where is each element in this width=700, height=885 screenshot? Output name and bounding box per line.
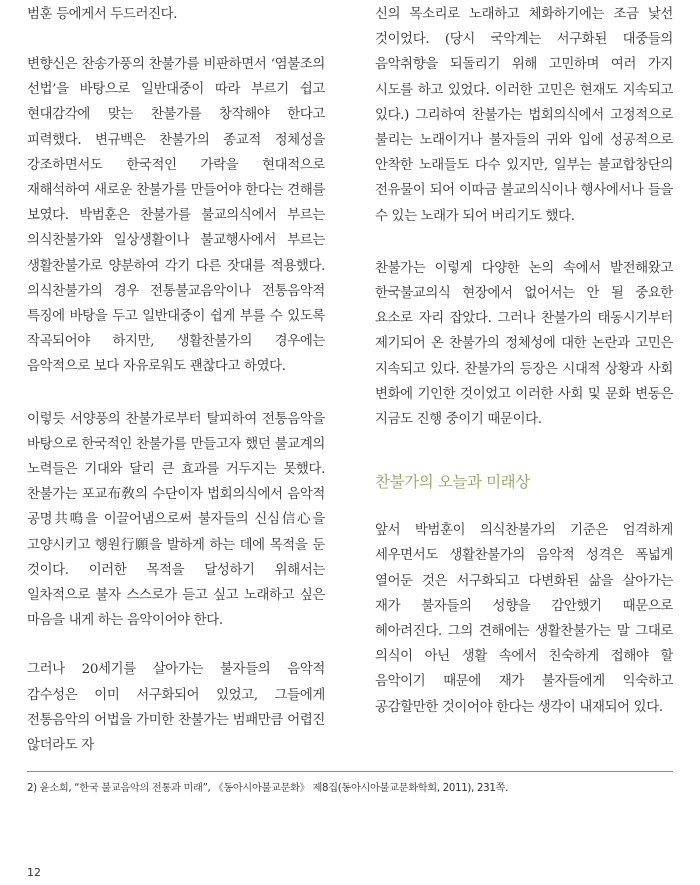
body-paragraph: 이렇듯 서양풍의 찬불가로부터 탈피하여 전통음악을 바탕으로 한국적인 찬불가를 만들고자 했던 불교계의 노력들은 기대와 달리 큰 효과를 거두지는 못했다. 찬불가는 포교布敎의 수단이자 법회의식에서 음악적 공명共鳴을 이끌어냄으로써 불자들의 신심信心을 고양시키고 행원行願을 발하게 하는 데에 목적을 둔 것이다. 이러한 목적을 달성하기 위해서는 일차적으로 불자 스스로가 듣고 싶고 노래하고 싶은 마음을 내게 하는 음악이어야 한다.: [27, 411, 325, 629]
right-column: [375, 2, 673, 720]
body-paragraph: 신의 목소리로 노래하고 체화하기에는 조금 낯선 것이었다. (당시 국악계는 서구화된 대중들의 음악취향을 되돌리기 위해 고민하며 여러 가지 시도를 하고 있었다. 이러한 고민은 현재도 지속되고 있다.) 그리하여 찬불가는 법회의식에서 고정적으로 불리는 노래이거나 불자들의 귀와 입에 성공적으로 안착한 노래들도 다수 있지만, 일부는 불교합창단의 전유물이 되어 이따금 불교의식이나 행사에서나 들을 수 있는 노래가 되어 버리기도 했다.: [375, 7, 673, 224]
section-heading: 찬불가의 오늘과 미래상: [375, 473, 530, 492]
footnote-divider: [27, 771, 673, 772]
body-paragraph: 변향신은 찬송가풍의 찬불가를 비판하면서 ‘염불조의 선법’을 바탕으로 일반대중이 따라 부르기 쉽고 현대감각에 맞는 찬불가를 창작해야 한다고 피력했다. 변규백은 찬불가의 종교적 정체성을 강조하면서도 한국적인 가락을 현대적으로 재해석하여 새로운 찬불가를 만들어야 한다는 견해를 보였다. 박범훈은 찬불가를 불교의식에서 부르는 의식찬불가와 일상생활이나 불교행사에서 부르는 생활찬불가로 양분하여 각기 다른 잣대를 적용했다. 의식찬불가의 경우 전통불교음악이나 전통음악적 특징에 바탕을 두고 일반대중이 쉽게 부를 수 있도록 작곡되어야 하지만, 생활찬불가의 경우에는 음악적으로 보다 자유로워도 괜찮다고 하였다.: [27, 57, 325, 375]
left-column: [27, 2, 325, 758]
body-paragraph: 그러나 20세기를 살아가는 불자들의 음악적 감수성은 이미 서구화되어 있었고, 그들에게 전통음악의 어법을 가미한 찬불가는 범패만큼 어렵진 않더라도 자: [27, 662, 325, 754]
body-paragraph: 찬불가는 이렇게 다양한 논의 속에서 발전해왔고 한국불교의식 현장에서 없어서는 안 될 중요한 요소로 자리 잡았다. 그러나 찬불가의 태동시기부터 제기되어 온 찬불가의 정체성에 대한 논란과 고민은 지속되고 있다. 찬불가의 등장은 시대적 상황과 사회 변화에 기인한 것이었고 이러한 사회 및 문화 변동은 지금도 진행 중이기 때문이다.: [375, 260, 673, 428]
body-paragraph: 범훈 등에게서 두드러진다.: [27, 7, 178, 22]
footnote: 2) 윤소희, “한국 불교음악의 전통과 미래”, 《동아시아불교문화》 제8집(동아시아불교문화학회, 2011), 231쪽.: [27, 783, 509, 794]
page-number: 12: [27, 866, 41, 879]
body-paragraph: 앞서 박범훈이 의식찬불가의 기준은 엄격하게 세우면서도 생활찬불가의 음악적 성격은 폭넓게 열어둔 것은 서구화되고 다변화된 삶을 살아가는 재가 불자들의 성향을 감안했기 때문으로 헤아려진다. 그의 견해에는 생활찬불가는 말 그대로 의식이 아닌 생활 속에서 친숙하게 접해야 할 음악이기 때문에 재가 불자들에게 익숙하고 공감할만한 것이어야 한다는 생각이 내재되어 있다.: [375, 523, 673, 715]
